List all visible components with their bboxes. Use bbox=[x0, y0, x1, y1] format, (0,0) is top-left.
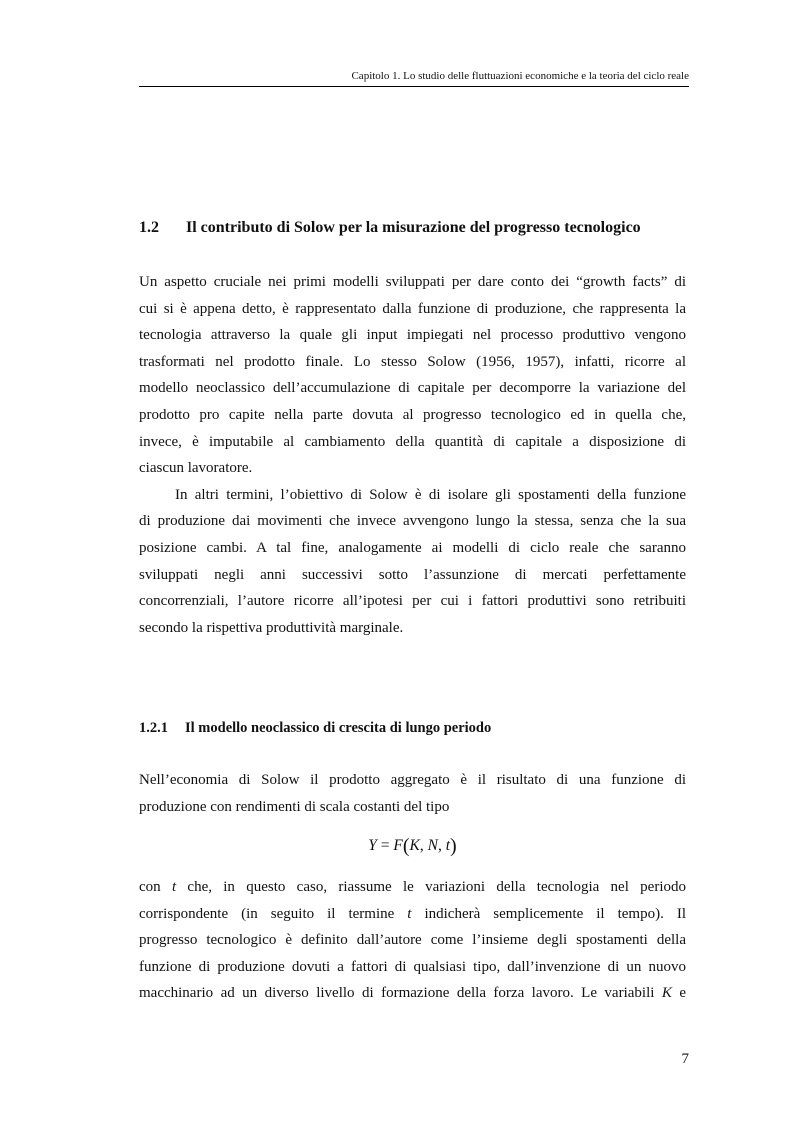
body-text-block-3 bbox=[139, 874, 686, 1007]
text-run: con bbox=[139, 879, 172, 895]
subsection-title: Il modello neoclassico di crescita di lungo periodo bbox=[185, 720, 492, 736]
section-heading bbox=[139, 218, 699, 238]
paragraph-4-line: funzione di produzione dovuti a fattori di qualsiasi tipo, dall’invenzione di un nuovo bbox=[139, 958, 686, 975]
production-function-equation bbox=[139, 835, 686, 857]
equation-open-paren: ( bbox=[402, 835, 410, 857]
paragraph-1-line: modello neoclassico dell’accumulazione di capitale per decomporre la variazione del bbox=[139, 380, 686, 397]
paragraph-2-line: concorrenziali, l’autore ricorre all’ipotesi per cui i fattori produttivi sono retribuiti bbox=[139, 593, 686, 610]
paragraph-3-line: Nell’economia di Solow il prodotto aggregato è il risultato di una funzione di bbox=[139, 772, 686, 788]
paragraph-3 bbox=[139, 767, 686, 820]
page-number: 7 bbox=[681, 1051, 689, 1067]
paragraph-1-line: cui si è appena detto, è rappresentato dalla funzione di produzione, che rappresenta la bbox=[139, 300, 686, 317]
paragraph-1-line: tecnologia attraverso la quale gli input impiegati nel processo produttivo vengono bbox=[139, 327, 686, 344]
equation-capital-variable: K bbox=[409, 837, 420, 854]
body-text-block-1 bbox=[139, 269, 686, 641]
equation-function-symbol: F bbox=[393, 837, 403, 854]
variable-t: t bbox=[171, 879, 177, 895]
paragraph-2-line: di produzione dai movimenti che invece avvengono lungo la stessa, senza che la sua bbox=[139, 513, 686, 530]
paragraph-4-line bbox=[139, 901, 686, 928]
header-rule bbox=[139, 86, 689, 87]
section-title: Il contributo di Solow per la misurazione del progresso tecnologico bbox=[186, 219, 641, 236]
equation-output-variable: Y bbox=[368, 837, 377, 854]
variable-t: t bbox=[407, 905, 412, 922]
equation-close-paren: ) bbox=[450, 835, 457, 857]
section-number: 1.2 bbox=[139, 219, 159, 236]
paragraph-4 bbox=[139, 874, 686, 1007]
body-text-block-2 bbox=[139, 767, 686, 820]
paragraph-1-line: trasformati nel prodotto finale. Lo stesso Solow (1956, 1957), infatti, ricorre al bbox=[139, 353, 686, 370]
subsection-number: 1.2.1 bbox=[139, 720, 168, 736]
paragraph-4-line: progresso tecnologico è definito dall’autore come l’insieme degli spostamenti della bbox=[139, 932, 686, 949]
paragraph-2-line: posizione cambi. A tal fine, analogamente ai modelli di ciclo reale che saranno bbox=[139, 539, 686, 556]
equation-comma: , bbox=[437, 837, 442, 854]
equation-labor-variable: N bbox=[427, 837, 438, 854]
variable-k: K bbox=[661, 985, 672, 1002]
text-run: indicherà semplicemente il tempo). Il bbox=[411, 905, 686, 922]
paragraph-1-line: invece, è imputabile al cambiamento della quantità di capitale a disposizione di bbox=[139, 433, 686, 450]
paragraph-4-line bbox=[139, 980, 686, 1007]
paragraph-3-line: produzione con rendimenti di scala costanti del tipo bbox=[139, 798, 450, 815]
running-head: Capitolo 1. Lo studio delle fluttuazioni economiche e la teoria del ciclo reale bbox=[351, 70, 689, 82]
equation-time-variable: t bbox=[445, 837, 451, 854]
paragraph-1-line: ciascun lavoratore. bbox=[139, 460, 253, 477]
paragraph-4-line bbox=[139, 874, 686, 901]
paragraph-2-line: In altri termini, l’obiettivo di Solow è di isolare gli spostamenti della funzione bbox=[175, 486, 686, 503]
text-run: macchinario ad un diverso livello di formazione della forza lavoro. Le variabili bbox=[139, 985, 662, 1002]
subsection-heading bbox=[139, 719, 699, 737]
paragraph-2-line: secondo la rispettiva produttività marginale. bbox=[139, 619, 404, 636]
equation-comma: , bbox=[419, 837, 424, 854]
equation-equals-sign: = bbox=[380, 837, 390, 854]
paragraph-2-line: sviluppati negli anni successivi sotto l’assunzione di mercati perfettamente bbox=[139, 566, 686, 583]
text-run: e bbox=[671, 985, 686, 1002]
text-run: che, in questo caso, riassume le variazioni della tecnologia nel periodo bbox=[176, 879, 686, 895]
paragraph-1-line: Un aspetto cruciale nei primi modelli sviluppati per dare conto dei “growth facts” di bbox=[139, 274, 686, 290]
paragraph-1 bbox=[139, 269, 686, 482]
paragraph-1-line: prodotto pro capite nella parte dovuta al progresso tecnologico ed in quella che, bbox=[139, 406, 686, 423]
paragraph-2 bbox=[139, 482, 686, 642]
text-run: corrispondente (in seguito il termine bbox=[139, 905, 408, 922]
